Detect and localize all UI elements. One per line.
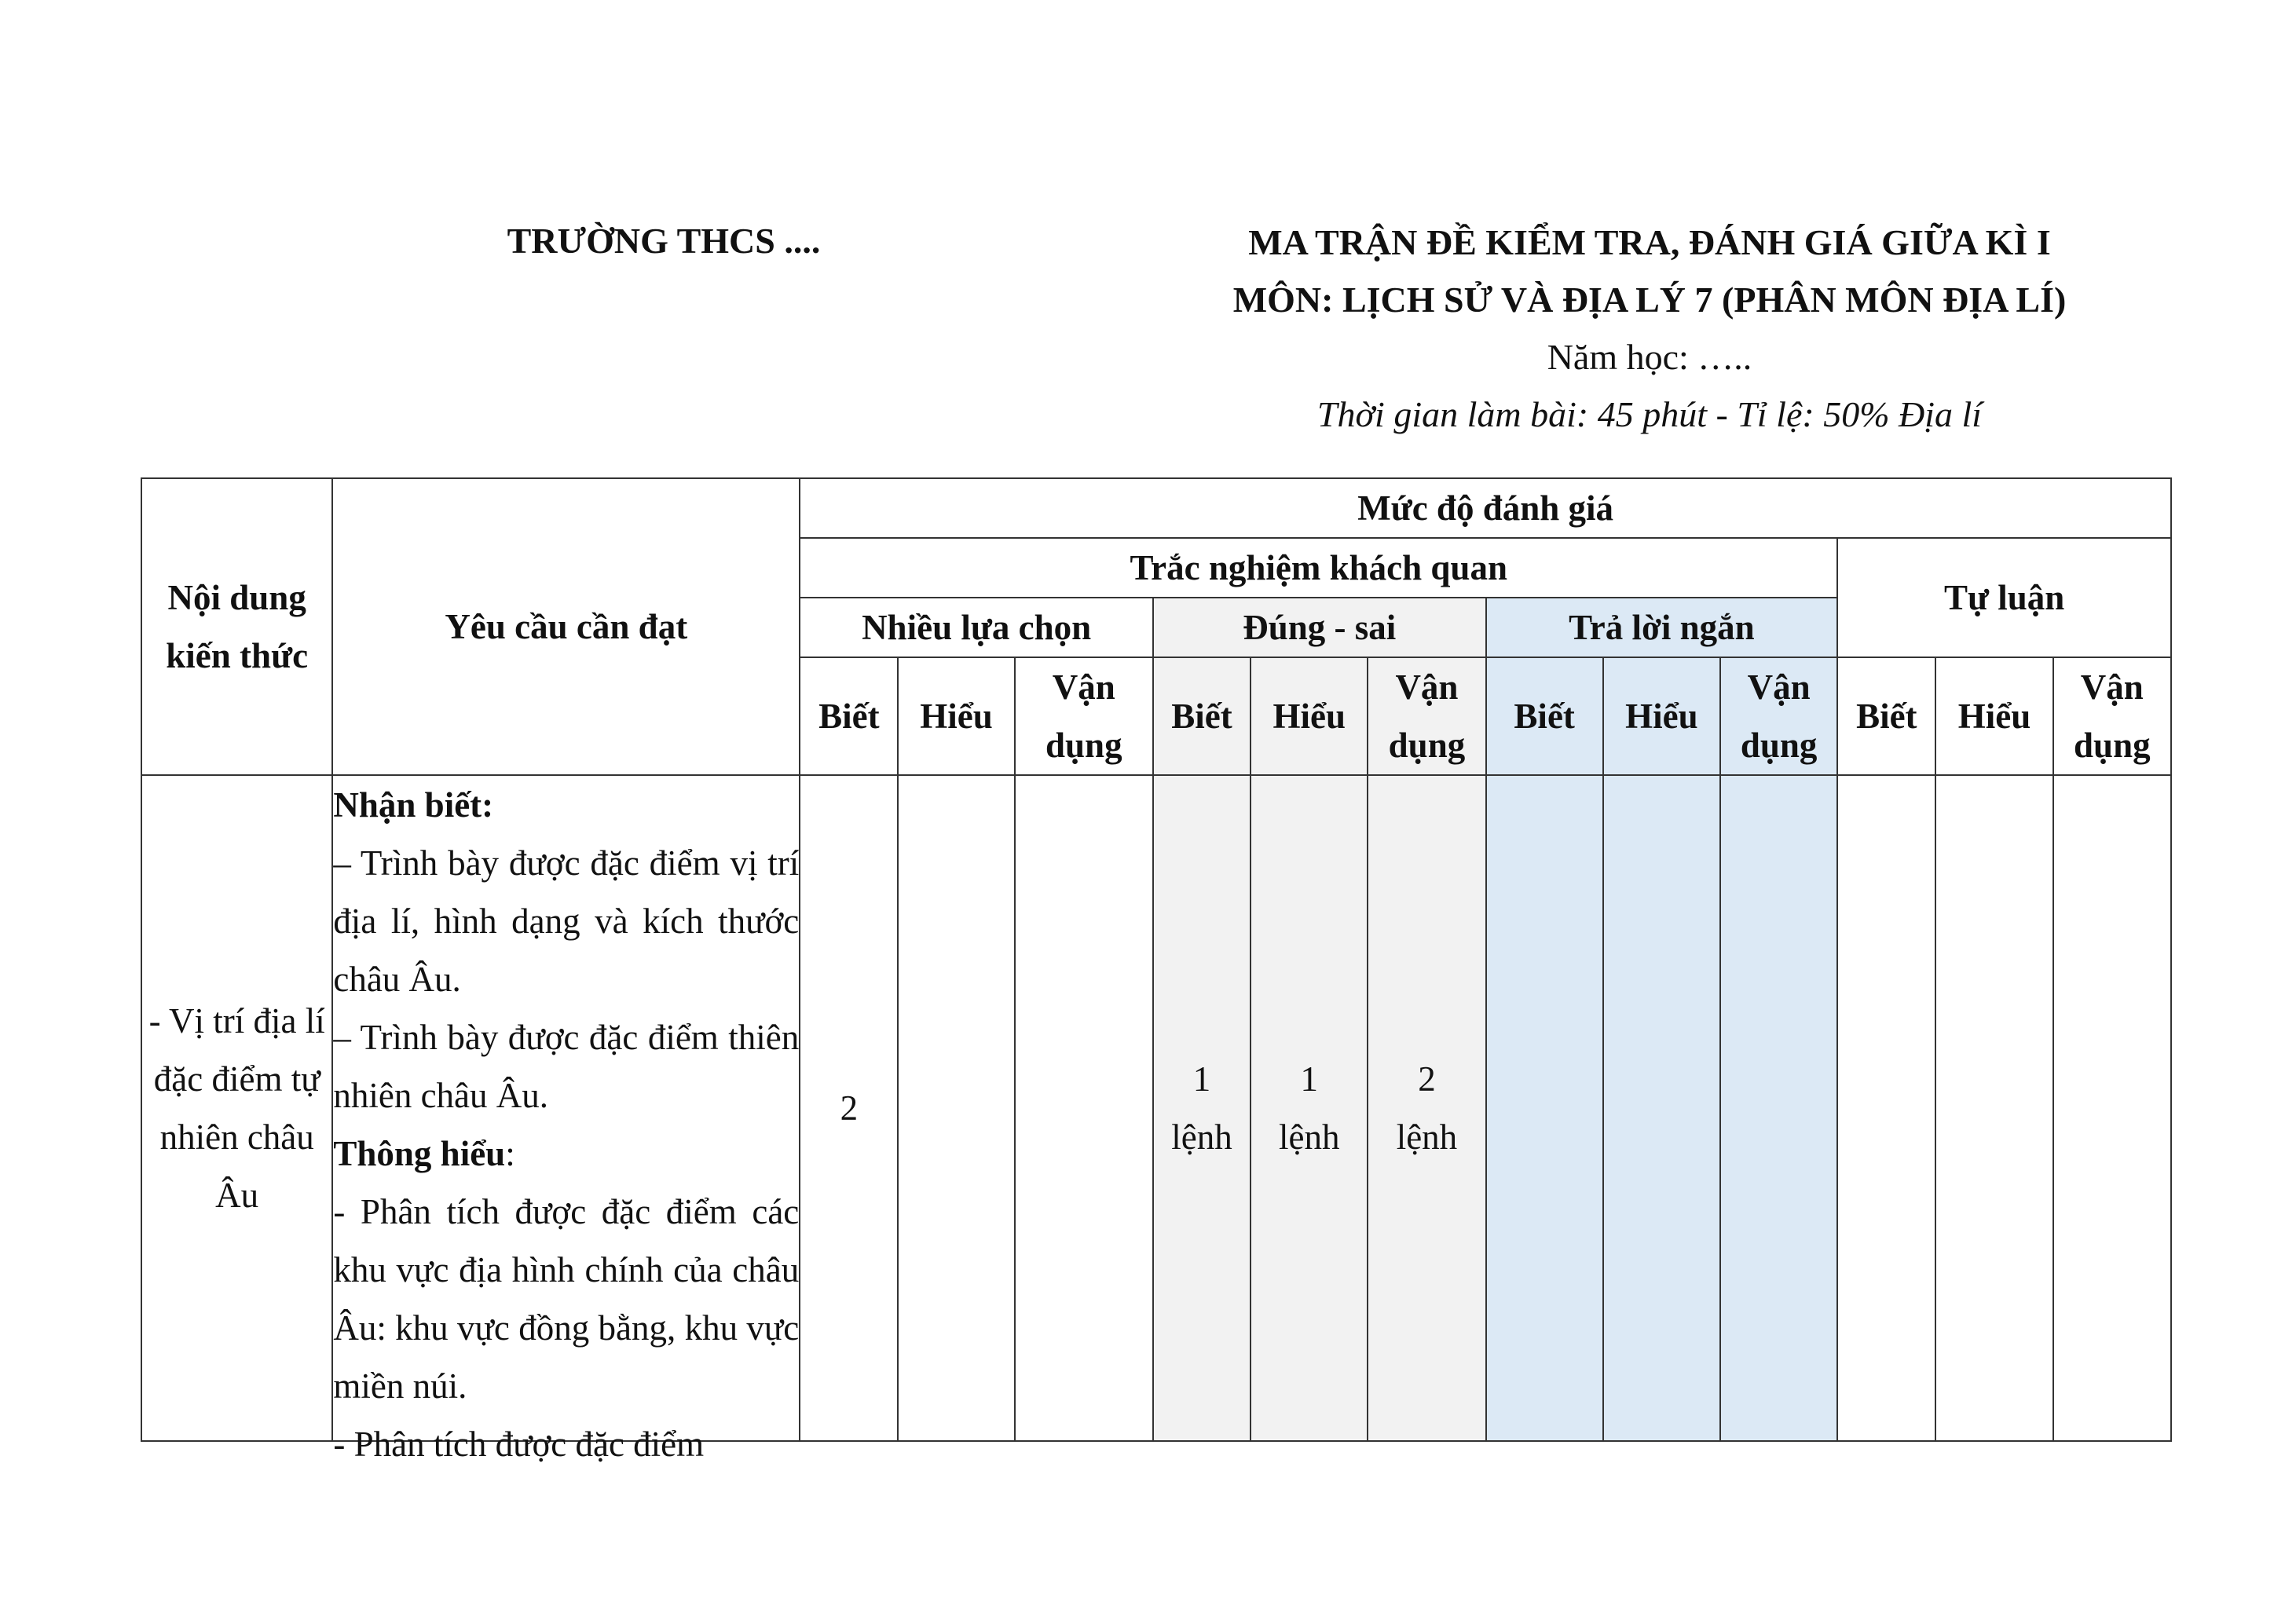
mc-understand-count xyxy=(898,775,1014,1441)
document-header xyxy=(1119,214,2180,443)
header-content-knowledge: Nội dung kiến thức xyxy=(141,478,332,775)
tf-apply-unit: lệnh xyxy=(1396,1117,1458,1157)
mc-apply-header: Vận dụng xyxy=(1015,657,1153,775)
tf-apply-count xyxy=(1368,775,1485,1441)
essay-know-header: Biết xyxy=(1837,657,1935,775)
know-label: Nhận biết: xyxy=(333,785,494,825)
sa-understand-header: Hiểu xyxy=(1603,657,1720,775)
tf-apply-header: Vận dụng xyxy=(1368,657,1485,775)
tf-understand-count xyxy=(1251,775,1368,1441)
tf-know-number: 1 xyxy=(1192,1059,1211,1099)
essay-know-count xyxy=(1837,775,1935,1441)
essay-understand-count xyxy=(1935,775,2052,1441)
requirement-item: – Trình bày được đặc điểm vị trí địa lí, hình dạng và kích thước châu Âu. xyxy=(333,843,800,999)
mc-know-count: 2 xyxy=(800,775,898,1441)
requirement-item: - Phân tích được đặc điểm xyxy=(333,1425,705,1464)
tf-understand-header: Hiểu xyxy=(1251,657,1368,775)
assessment-matrix-table xyxy=(141,477,2172,1464)
requirement-item: - Phân tích được đặc điểm các khu vực địa hình chính của châu Âu: khu vực đồng bằng, khu vực miền núi. xyxy=(333,1192,800,1406)
header-objective-test: Trắc nghiệm khách quan xyxy=(800,538,1837,598)
header-multiple-choice: Nhiều lựa chọn xyxy=(800,598,1153,657)
header-assessment-level: Mức độ đánh giá xyxy=(800,478,2171,538)
school-name: TRƯỜNG THCS .... xyxy=(507,221,821,261)
header-true-false: Đúng - sai xyxy=(1153,598,1486,657)
mc-understand-header: Hiểu xyxy=(898,657,1014,775)
school-year: Năm học: ….. xyxy=(1547,337,1752,377)
essay-apply-count xyxy=(2053,775,2171,1441)
tf-know-unit: lệnh xyxy=(1171,1117,1232,1157)
tf-understand-number: 1 xyxy=(1300,1059,1318,1099)
header-essay: Tự luận xyxy=(1837,538,2171,657)
essay-apply-header: Vận dụng xyxy=(2053,657,2171,775)
tf-understand-unit: lệnh xyxy=(1278,1117,1340,1157)
essay-understand-header: Hiểu xyxy=(1935,657,2052,775)
mc-know-header: Biết xyxy=(800,657,898,775)
subject-line: MÔN: LỊCH SỬ VÀ ĐỊA LÝ 7 (PHÂN MÔN ĐỊA LÍ) xyxy=(1232,280,2067,320)
requirement-item: – Trình bày được đặc điểm thiên nhiên châu Âu. xyxy=(333,1018,800,1115)
document-title: MA TRẬN ĐỀ KIỂM TRA, ĐÁNH GIÁ GIỮA KÌ I xyxy=(1248,222,2051,262)
header-requirement: Yêu cầu cần đạt xyxy=(332,478,800,775)
sa-know-count xyxy=(1486,775,1603,1441)
requirement-cell xyxy=(332,775,800,1464)
header-short-answer: Trả lời ngắn xyxy=(1486,598,1838,657)
understand-label: Thông hiểu xyxy=(333,1134,506,1173)
sa-apply-count xyxy=(1720,775,1837,1441)
time-ratio: Thời gian làm bài: 45 phút - Tỉ lệ: 50% Địa lí xyxy=(1316,394,1983,434)
tf-know-header: Biết xyxy=(1153,657,1251,775)
table-row xyxy=(141,775,2171,1441)
tf-know-count xyxy=(1153,775,1251,1441)
sa-apply-header: Vận dụng xyxy=(1720,657,1837,775)
mc-apply-count xyxy=(1015,775,1153,1441)
tf-apply-number: 2 xyxy=(1418,1059,1436,1099)
sa-understand-count xyxy=(1603,775,1720,1441)
content-topic: - Vị trí địa lí đặc điểm tự nhiên châu Âu xyxy=(141,775,332,1441)
understand-label-colon: : xyxy=(505,1134,515,1173)
sa-know-header: Biết xyxy=(1486,657,1603,775)
